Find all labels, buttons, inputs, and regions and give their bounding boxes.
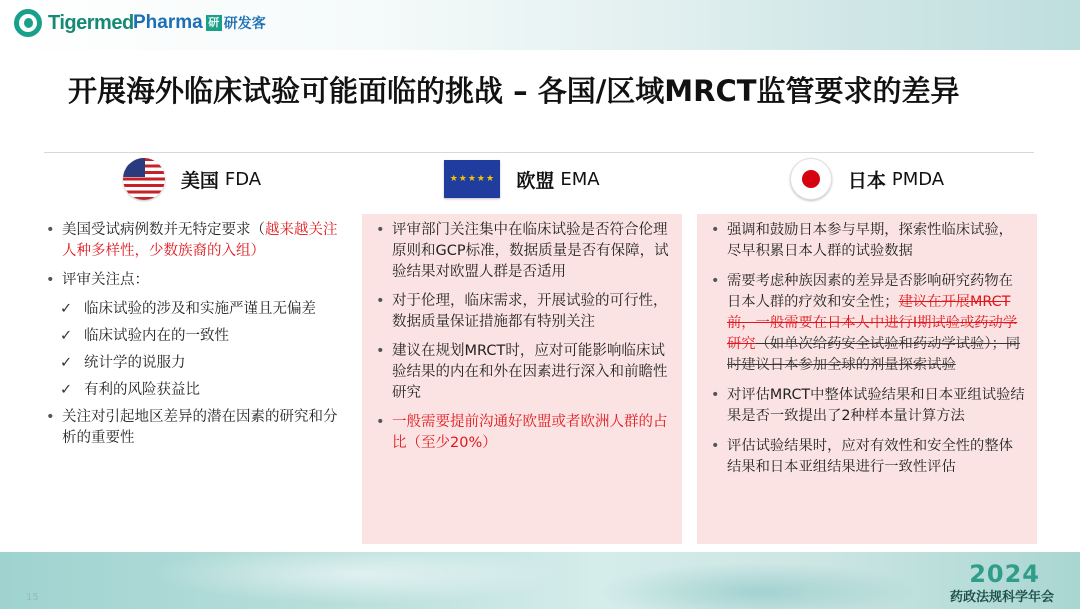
page-number: 15 xyxy=(26,592,39,603)
divider xyxy=(44,152,1034,153)
region-label: 欧盟 xyxy=(516,169,555,192)
japan-flag-icon xyxy=(790,158,832,200)
pharma-logo-icon: 研 xyxy=(206,15,222,31)
list-item: • 美国受试病例数并无特定要求（越来越关注人种多样性，少数族裔的入组） xyxy=(46,220,342,262)
pharma-logo xyxy=(133,10,266,36)
column-header-us xyxy=(32,157,352,201)
column-header-japan xyxy=(697,157,1037,201)
column-body-us xyxy=(32,214,352,544)
list-item: • 评审部门关注集中在临床试验是否符合伦理原则和GCP标准，数据质量是否有保障，试验结果对欧盟人群是否适用 xyxy=(376,220,672,283)
column-japan xyxy=(697,157,1037,547)
check-item: ✓ 临床试验的涉及和实施严谨且无偏差 xyxy=(58,299,342,320)
region-label: 美国 xyxy=(180,169,219,192)
agency-label: FDA xyxy=(224,168,262,190)
list-item-highlight: • 一般需要提前沟通好欧盟或者欧洲人群的占比（至少20%） xyxy=(376,412,672,454)
list-item: • 关注对引起地区差异的潜在因素的研究和分析的重要性 xyxy=(46,407,342,449)
column-body-eu xyxy=(362,214,682,544)
tigermed-logo-text: Tigermed xyxy=(48,11,134,34)
list-item: • 对评估MRCT中整体试验结果和日本亚组试验结果是否一致提出了2种样本量计算方法 xyxy=(711,385,1027,427)
check-item: ✓ 临床试验内在的一致性 xyxy=(58,326,342,347)
column-us xyxy=(32,157,352,547)
agency-label: EMA xyxy=(560,168,600,190)
eu-flag-icon: ★★★★★ xyxy=(444,160,500,198)
slide-title: 开展海外临床试验可能面临的挑战 – 各国/区域MRCT监管要求的差异 xyxy=(68,74,960,108)
pharma-logo-text: Pharma xyxy=(133,12,203,33)
check-item: ✓ 有利的风险获益比 xyxy=(58,380,342,401)
list-item: • 需要考虑种族因素的差异是否影响研究药物在日本人群的疗效和安全性；建议在开展MRCT前，一般需要在日本人中进行I期试验或药动学研究（如单次给药安全试验和药动学试验）；同时建议日本参加全球的剂量探索试验 xyxy=(711,271,1027,376)
column-header-eu xyxy=(362,157,682,201)
region-label: 日本 xyxy=(847,169,886,192)
list-item: • 强调和鼓励日本参与早期，探索性临床试验，尽早积累日本人群的试验数据 xyxy=(711,220,1027,262)
footer-band xyxy=(0,552,1080,609)
pharma-logo-cn: 研发客 xyxy=(223,16,266,32)
us-flag-icon xyxy=(123,158,165,200)
column-eu xyxy=(362,157,682,547)
list-item: • 建议在规划MRCT时，应对可能影响临床试验结果的内在和外在因素进行深入和前瞻性研究 xyxy=(376,341,672,404)
list-item: • 评估试验结果时，应对有效性和安全性的整体结果和日本亚组结果进行一致性评估 xyxy=(711,436,1027,478)
tigermed-logo xyxy=(14,8,134,38)
list-item: • 评审关注点： xyxy=(46,270,342,291)
list-item: • 对于伦理，临床需求，开展试验的可行性，数据质量保证措施都有特别关注 xyxy=(376,291,672,333)
event-name: 药政法规科学年会 xyxy=(949,590,1054,605)
tigermed-logo-icon xyxy=(14,9,42,37)
check-item: ✓ 统计学的说服力 xyxy=(58,353,342,374)
agency-label: PMDA xyxy=(891,168,945,190)
column-body-japan xyxy=(697,214,1037,544)
event-year: 2024 xyxy=(969,560,1040,588)
